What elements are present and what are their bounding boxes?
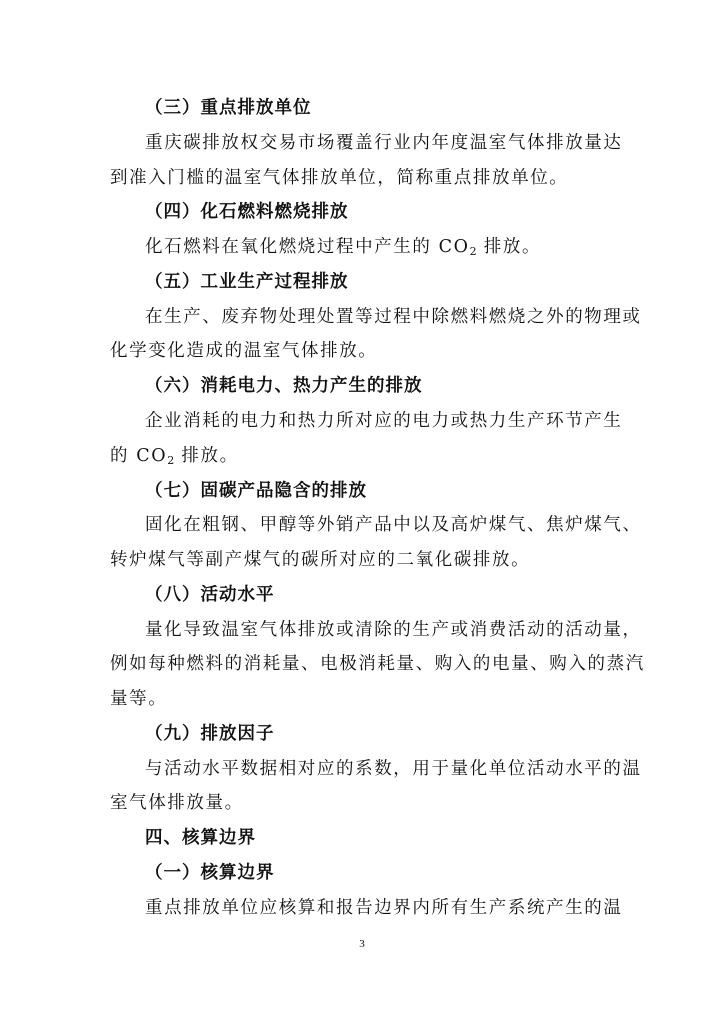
page-number: 3	[359, 938, 365, 950]
paragraph-line: 重点排放单位应核算和报告边界内所有生产系统产生的温	[145, 898, 623, 918]
subscript: 2	[469, 245, 477, 258]
paragraph-line: 量等。	[110, 689, 168, 709]
heading-fossil-fuel-combustion: （四）化石燃料燃烧排放	[145, 202, 349, 222]
heading-emission-factor: （九）排放因子	[145, 724, 275, 744]
paragraph-line: 企业消耗的电力和热力所对应的电力或热力生产环节产生	[145, 411, 623, 431]
paragraph-text: 的 CO	[110, 446, 168, 466]
paragraph-line	[110, 444, 615, 473]
paragraph-text: 化石燃料在氧化燃烧过程中产生的 CO	[145, 237, 470, 257]
heading-activity-level: （八）活动水平	[145, 585, 275, 605]
paragraph-line: 转炉煤气等副产煤气的碳所对应的二氧化碳排放。	[110, 550, 531, 570]
paragraph-line: 固化在粗钢、甲醇等外销产品中以及高炉煤气、焦炉煤气、	[145, 515, 642, 535]
paragraph-line: 室气体排放量。	[110, 793, 244, 813]
subscript: 2	[167, 454, 175, 467]
paragraph-line: 量化导致温室气体排放或清除的生产或消费活动的活动量，	[145, 620, 642, 640]
paragraph-line	[145, 235, 650, 264]
heading-key-emitters: （三）重点排放单位	[145, 98, 312, 118]
paragraph-line: 化学变化造成的温室气体排放。	[110, 341, 378, 361]
section-title-accounting-boundary: 四、核算边界	[145, 828, 256, 848]
heading-carbon-fixation: （七）固碳产品隐含的排放	[145, 481, 367, 501]
heading-industrial-process: （五）工业生产过程排放	[145, 272, 349, 292]
heading-accounting-boundary: （一）核算边界	[145, 863, 275, 883]
paragraph-line: 例如每种燃料的消耗量、电极消耗量、购入的电量、购入的蒸汽	[110, 654, 645, 674]
paragraph-line: 到准入门槛的温室气体排放单位，简称重点排放单位。	[110, 168, 569, 188]
paragraph-line: 重庆碳排放权交易市场覆盖行业内年度温室气体排放量达	[145, 133, 623, 153]
paragraph-line: 在生产、废弃物处理处置等过程中除燃料燃烧之外的物理或	[145, 307, 642, 327]
paragraph-line: 与活动水平数据相对应的系数，用于量化单位活动水平的温	[145, 759, 642, 779]
paragraph-text: 排放。	[476, 237, 542, 257]
heading-electricity-heat: （六）消耗电力、热力产生的排放	[145, 376, 423, 396]
paragraph-text: 排放。	[174, 446, 239, 466]
